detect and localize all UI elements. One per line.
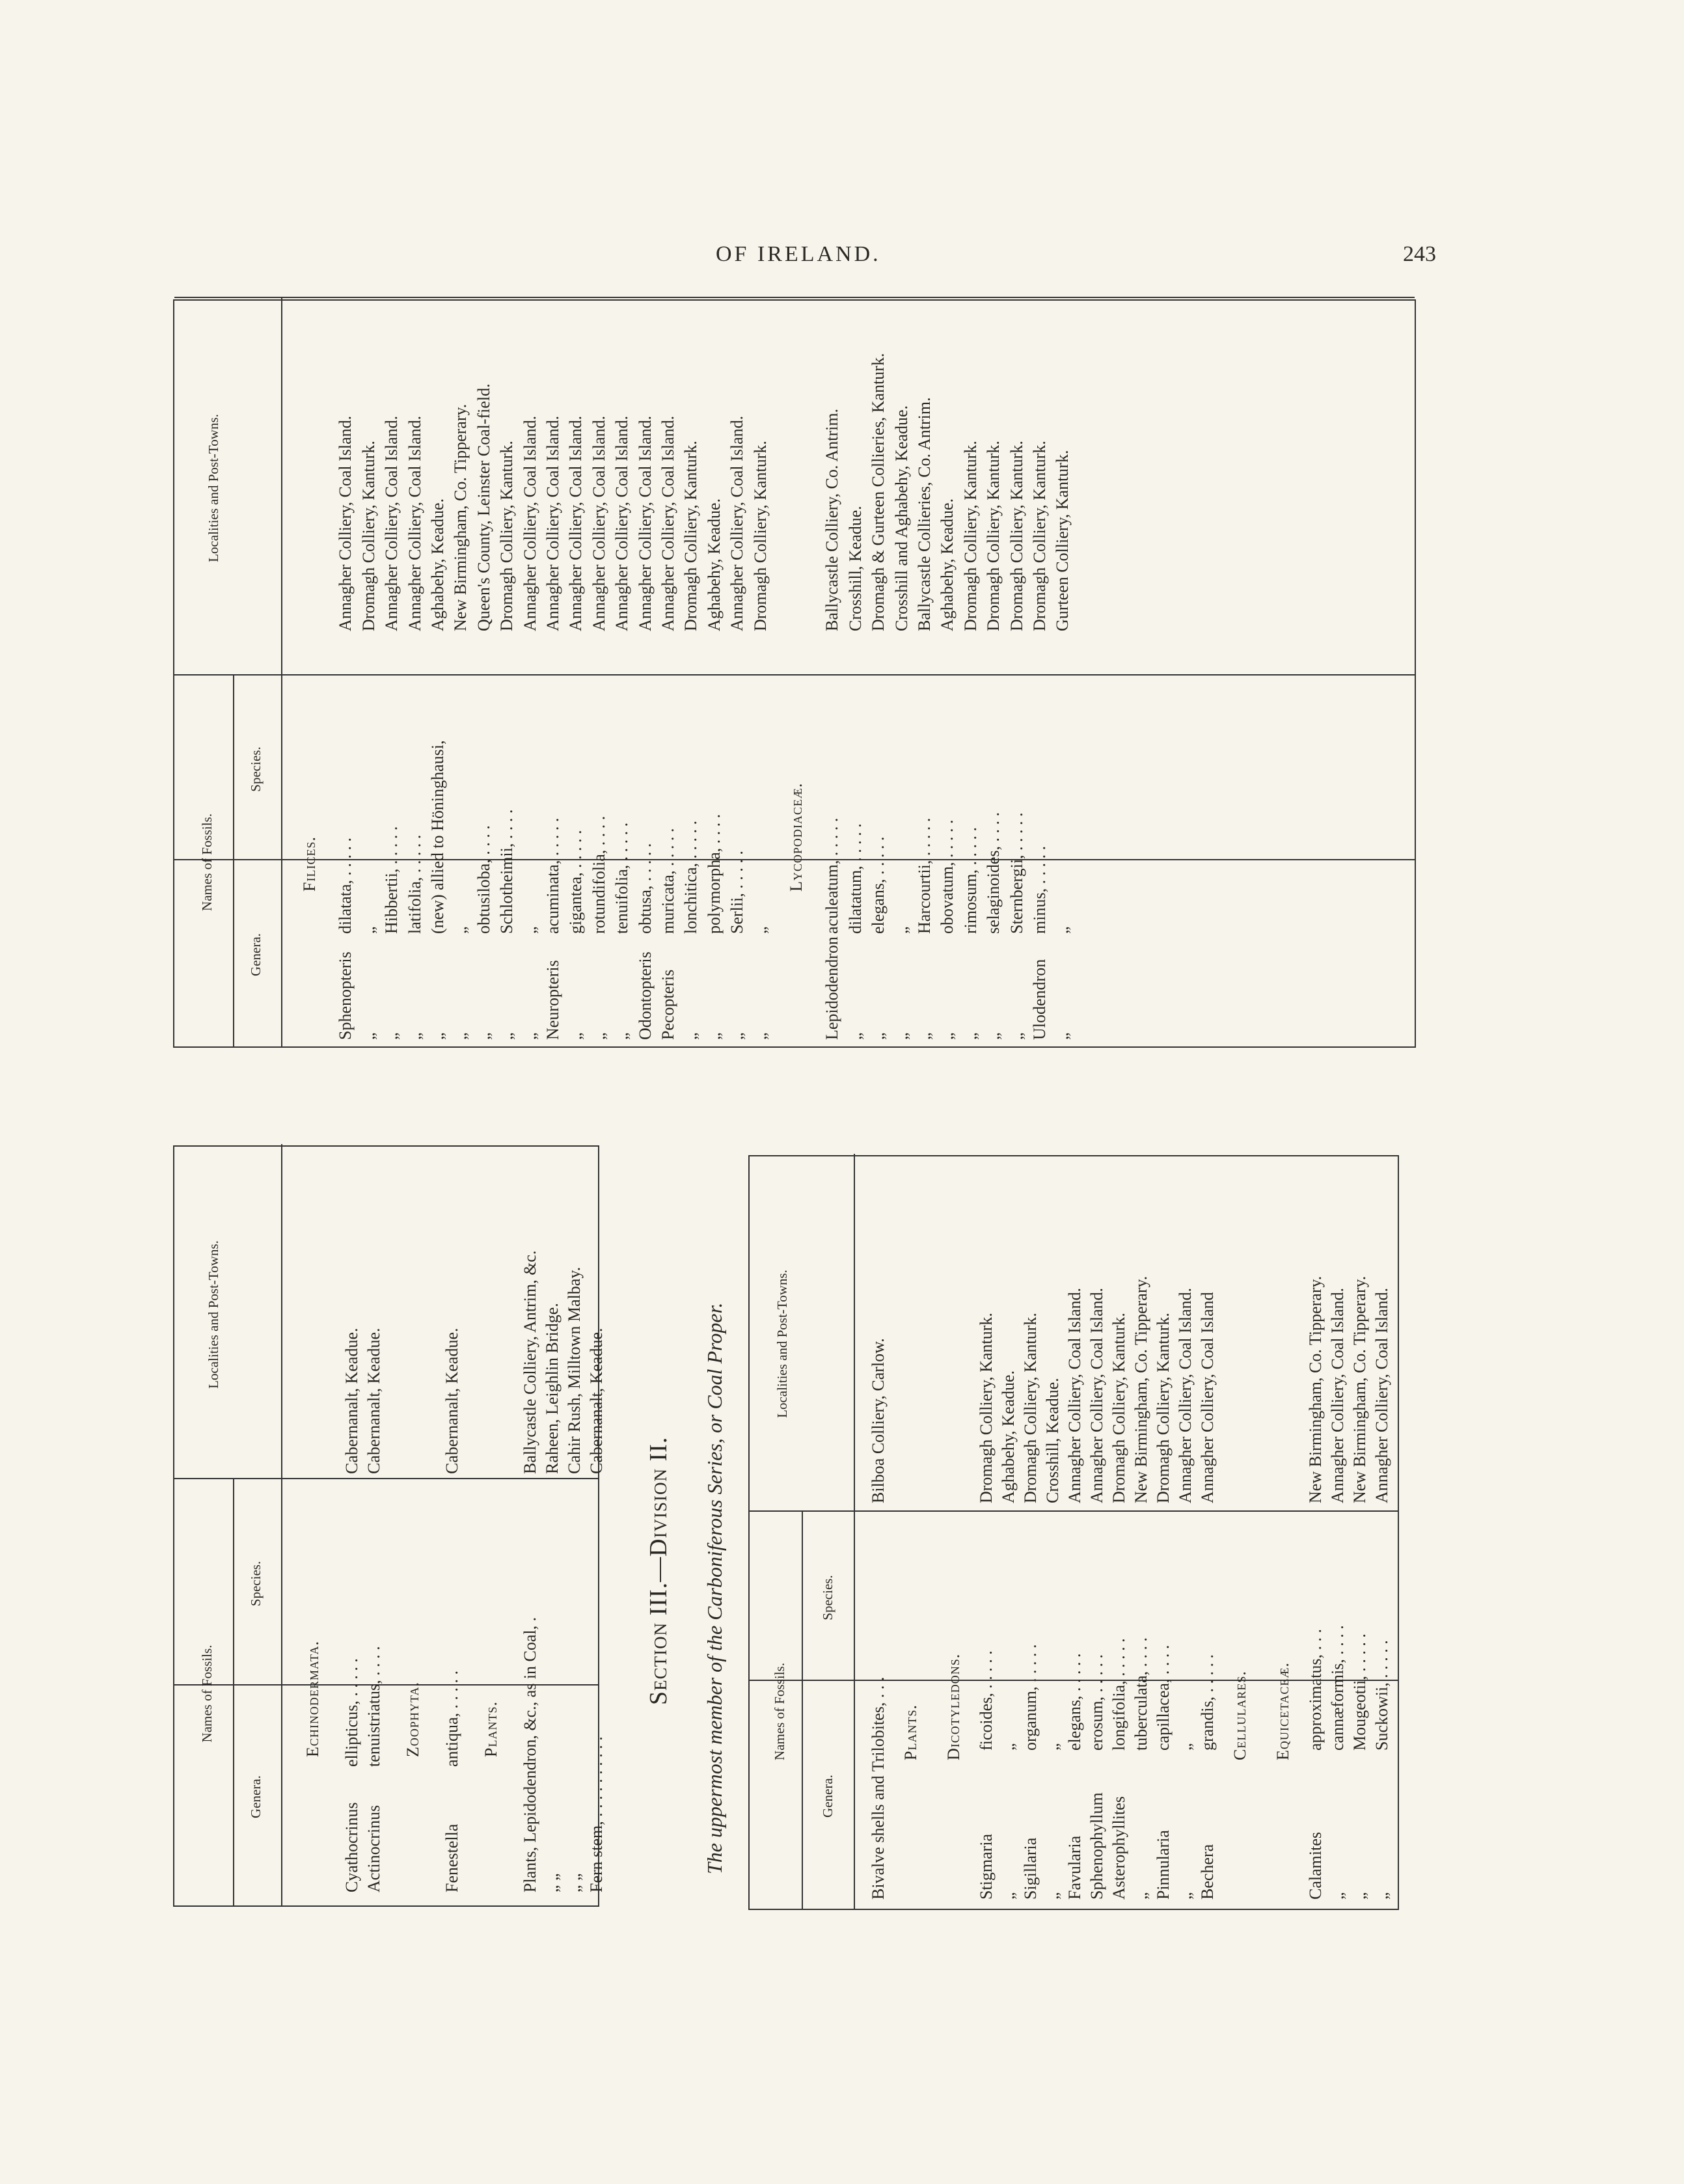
species-cell: grandis, . . . . . [1198, 1654, 1217, 1751]
genus-cell: „ [1372, 1892, 1391, 1900]
species-cell: aculeatum, . . . . . [822, 817, 842, 934]
locality-cell: Annagher Colliery, Coal Island. [336, 415, 355, 631]
locality-cell: Crosshill and Aghabehy, Keadue. [891, 405, 911, 631]
table-row [1372, 1158, 1392, 1900]
table-row [822, 311, 842, 1040]
genus-cell: Sigillaria [1021, 1837, 1040, 1900]
species-cell: Suckowii, . . . . . [1372, 1640, 1391, 1751]
locality-cell: Aghabehy, Keadue. [938, 498, 957, 631]
species-cell: ellipticus, . . . . . [342, 1658, 361, 1767]
locality-cell: Aghabehy, Keadue. [704, 498, 724, 631]
species-cell: rimosum, . . . . . [960, 827, 980, 934]
table-row [497, 311, 517, 1040]
group-heading: Filices. [300, 836, 319, 892]
locality-cell: Aghabehy, Keadue. [428, 498, 447, 631]
header-genera: Genera. [248, 933, 264, 976]
table-row [1328, 1158, 1348, 1900]
table-row [612, 311, 632, 1040]
genus-cell: Favularia [1065, 1835, 1084, 1900]
species-cell: elegans, . . . . . [1065, 1653, 1084, 1751]
locality-cell: Aghabehy, Keadue. [999, 1370, 1018, 1503]
species-cell: acuminata, . . . . . [543, 817, 562, 934]
table-row [751, 311, 770, 1040]
locality-cell: Annagher Colliery, Coal Island. [635, 415, 655, 631]
species-cell: „ [520, 926, 539, 934]
locality-cell: Dromagh Colliery, Kanturk. [1021, 1313, 1040, 1503]
table-row [636, 311, 655, 1040]
genus-cell: „ [869, 1032, 888, 1040]
table-row [543, 311, 563, 1040]
locality-cell: Dromagh Colliery, Kanturk. [1030, 441, 1049, 631]
genus-cell: „ [727, 1032, 747, 1040]
genus-cell: „ [891, 1032, 911, 1040]
locality-cell: Cabernanalt, Keadue. [364, 1328, 383, 1474]
locality-cell: Dromagh Colliery, Kanturk. [1007, 441, 1026, 631]
species-cell: longifolia, . . . . . [1109, 1638, 1128, 1751]
locality-cell: Raheen, Leighlin Bridge. [543, 1303, 562, 1474]
species-cell: minus, . . . . . [1030, 845, 1049, 934]
genus-cell: „ [1043, 1892, 1062, 1900]
species-cell: capillacea, . . . . [1154, 1645, 1173, 1751]
table-row [590, 311, 609, 1040]
genus-cell: „ [750, 1032, 770, 1040]
table-row [521, 1151, 540, 1892]
table-row [1043, 1158, 1063, 1900]
genus-cell: „ [497, 1032, 517, 1040]
page-number: 243 [1403, 242, 1436, 266]
table-row [1007, 311, 1027, 1040]
locality-cell: Annagher Colliery, Coal Island [1198, 1292, 1217, 1503]
left-header-names-of-fossils: Names of Fossils. [199, 1645, 215, 1743]
locality-cell: Annagher Colliery, Coal Island. [1087, 1287, 1106, 1503]
species-cell: tenuistriatus, . . . . [364, 1646, 383, 1767]
species-cell: „ [1043, 1743, 1062, 1751]
species-cell: ficoides, . . . . . [977, 1650, 996, 1751]
locality-cell: Annagher Colliery, Coal Island. [659, 415, 677, 631]
species-cell: Mougeotii, . . . . . [1350, 1633, 1369, 1751]
species-cell: „ „ [543, 1873, 562, 1892]
locality-cell: Dromagh Colliery, Kanturk. [984, 441, 1003, 631]
species-cell: „ [1176, 1743, 1195, 1751]
genus-cell: „ [474, 1032, 493, 1040]
table-row [587, 1151, 606, 1892]
genus-cell: Pecopteris [659, 969, 677, 1040]
locality-cell: Cahir Rush, Milltown Malbay. [565, 1266, 584, 1474]
table-row [451, 311, 470, 1040]
genus-cell: Cyathocrinus [342, 1802, 361, 1892]
table-row [543, 1151, 562, 1892]
table-row [364, 1151, 384, 1892]
locality-cell: Annagher Colliery, Coal Island. [727, 415, 747, 631]
table-row [342, 1151, 362, 1892]
locality-cell: Dromagh Colliery, Kanturk. [497, 441, 517, 631]
locality-cell: Cabernanalt, Keadue. [342, 1328, 361, 1474]
locality-cell: Ballycastle Collieries, Co. Antrim. [915, 397, 934, 631]
species-cell: latifolia, . . . . . [405, 834, 424, 934]
right-header-genera: Genera. [820, 1775, 835, 1818]
genus-cell: „ [566, 1032, 586, 1040]
species-cell: antiqua, . . . . . [442, 1670, 461, 1767]
locality-cell: Ballycastle Colliery, Antrim, &c. [521, 1250, 539, 1474]
group-heading: Dicotyledons. [944, 1653, 963, 1760]
table-row [474, 311, 494, 1040]
table-row [1065, 1158, 1085, 1900]
locality-cell: Dromagh Colliery, Kanturk. [681, 441, 701, 631]
locality-cell: Dromagh Colliery, Kanturk. [960, 441, 980, 631]
table-row [999, 1158, 1018, 1900]
table-row [566, 311, 586, 1040]
locality-cell: Annagher Colliery, Coal Island. [520, 415, 539, 631]
locality-cell: Dromagh Colliery, Kanturk. [359, 441, 378, 631]
table-row [1132, 1158, 1151, 1900]
right-header-species: Species. [820, 1575, 835, 1620]
table-row [442, 1151, 462, 1892]
genus-cell: „ [520, 1032, 539, 1040]
genus-cell: „ [589, 1032, 608, 1040]
table-row [1053, 311, 1072, 1040]
genus-cell: Odontopteris [635, 951, 655, 1040]
locality-cell: New Birmingham, Co. Tipperary. [1350, 1276, 1369, 1503]
header-names-of-fossils: Names of Fossils. [199, 813, 215, 911]
genus-cell: „ [1132, 1892, 1150, 1900]
genus-cell: Sphenophyllum [1087, 1792, 1106, 1900]
right-header-names-of-fossils: Names of Fossils. [772, 1663, 787, 1760]
species-cell: gigantea, . . . . . [566, 830, 586, 934]
table-row [405, 311, 425, 1040]
species-cell: rotundifolia, . . . . [589, 815, 608, 934]
group-heading: Echinodermata. [303, 1641, 322, 1757]
locality-cell: Annagher Colliery, Coal Island. [566, 415, 586, 631]
species-cell: selaginoides, . . . . [984, 812, 1003, 934]
table-row [869, 1158, 888, 1900]
table-row [382, 311, 401, 1040]
table-row [727, 311, 747, 1040]
genus-cell: „ [382, 1032, 401, 1040]
fossil-table-right [748, 1155, 1399, 1910]
table-row [1350, 1158, 1370, 1900]
table-row [984, 311, 1003, 1040]
species-cell: „ [750, 926, 770, 934]
locality-cell: New Birmingham, Co. Tipperary. [451, 403, 470, 631]
table-row [1154, 1158, 1173, 1900]
genus-cell: „ [1350, 1892, 1369, 1900]
species-cell: obtusa, . . . . . [635, 843, 655, 934]
left-header-localities: Localities and Post-Towns. [206, 1240, 221, 1389]
genus-cell: Sphenopteris [336, 951, 355, 1040]
locality-cell: Dromagh Colliery, Kanturk. [1109, 1313, 1128, 1503]
genus-cell: „ [704, 1032, 724, 1040]
species-cell: „ [891, 926, 911, 934]
genus-cell: Neuropteris [543, 960, 562, 1040]
species-cell: dilatatum, . . . . . [845, 823, 865, 934]
species-cell: Serlii, . . . . . [727, 851, 747, 934]
table-row [892, 311, 912, 1040]
species-cell: elegans, . . . . . [869, 836, 888, 934]
species-cell: obovatum, . . . . . [938, 819, 957, 934]
table-row [977, 1158, 996, 1900]
locality-cell: Annagher Colliery, Coal Island. [405, 415, 424, 631]
species-cell: approximatus, . . . [1306, 1628, 1325, 1751]
locality-cell: Dromagh Colliery, Kanturk. [977, 1313, 996, 1503]
right-header-localities: Localities and Post-Towns. [774, 1270, 790, 1418]
table-row [1176, 1158, 1195, 1900]
genus-cell: „ [451, 1032, 470, 1040]
genus-cell: „ [1007, 1032, 1026, 1040]
table-row [705, 311, 724, 1040]
section-subtitle: The uppermost member of the Carboniferous Series, or Coal Proper. [703, 1302, 726, 1874]
locality-cell: Crosshill, Keadue. [845, 506, 865, 631]
group-heading: Plants. [901, 1704, 920, 1760]
genus-cell: Pinnularia [1154, 1830, 1173, 1900]
genus-cell: „ [681, 1032, 701, 1040]
genus-cell: Actinocrinus [364, 1805, 383, 1892]
locality-cell: Ballycastle Colliery, Co. Antrim. [822, 408, 842, 631]
species-cell: „ [1053, 926, 1072, 934]
locality-cell: Queen's County, Leinster Coal-field. [474, 383, 493, 631]
species-cell: tenuifolia, . . . . . [612, 822, 632, 934]
genus-cell: „ [405, 1032, 424, 1040]
locality-cell: Annagher Colliery, Coal Island. [589, 415, 608, 631]
species-cell: Bivalve shells and Trilobites, . . . [869, 1676, 888, 1900]
locality-cell: Annagher Colliery, Coal Island. [612, 415, 632, 631]
locality-cell: Dromagh & Gurteen Collieries, Kanturk. [869, 353, 888, 631]
species-cell: Plants, Lepidodendron, &c., as in Coal, . [521, 1617, 539, 1892]
locality-cell: Gurteen Colliery, Kanturk. [1053, 450, 1072, 631]
genus-cell: „ [612, 1032, 632, 1040]
genus-cell: „ [845, 1032, 865, 1040]
table-row [681, 311, 701, 1040]
left-header-genera: Genera. [248, 1775, 264, 1818]
header-species: Species. [248, 746, 264, 792]
genus-cell: Ulodendron [1030, 959, 1049, 1040]
locality-cell: Bilboa Colliery, Carlow. [869, 1338, 888, 1503]
species-cell: lonchitica, . . . . . [681, 820, 701, 934]
group-heading: Equicetaceæ. [1273, 1662, 1292, 1760]
species-cell: organum, . . . . . [1021, 1644, 1040, 1751]
header-localities: Localities and Post-Towns. [206, 414, 221, 562]
locality-cell: Annagher Colliery, Coal Island. [543, 415, 562, 631]
table-row [961, 311, 981, 1040]
species-cell: polymorpha, . . . . [704, 813, 724, 934]
table-row [659, 311, 678, 1040]
species-cell: Schlotheimii, . . . . [497, 809, 517, 934]
group-heading: Plants. [482, 1701, 500, 1757]
genus-cell: „ [915, 1032, 934, 1040]
species-cell: Harcourtii, . . . . . [915, 817, 934, 934]
genus-cell: „ [1053, 1032, 1072, 1040]
table-row [359, 311, 379, 1040]
fossil-table-left [173, 1145, 606, 1907]
table-row [521, 311, 540, 1040]
locality-cell: Crosshill, Keadue. [1043, 1378, 1062, 1503]
genus-cell: Stigmaria [977, 1833, 996, 1900]
locality-cell: Annagher Colliery, Coal Island. [1065, 1287, 1084, 1503]
genus-cell: Fenestella [442, 1823, 461, 1892]
species-cell: Sternbergii, . . . . . [1007, 812, 1026, 934]
genus-cell: „ [1328, 1892, 1347, 1900]
table-row [846, 311, 865, 1040]
species-cell: erosum, . . . . . [1087, 1654, 1106, 1751]
genus-cell: „ [984, 1032, 1003, 1040]
locality-cell: Annagher Colliery, Coal Island. [1372, 1287, 1391, 1503]
genus-cell: Bechera [1198, 1844, 1217, 1900]
species-cell: „ [451, 926, 470, 934]
genus-cell: „ [1176, 1892, 1195, 1900]
section-title: Section III.—Division II. [645, 1436, 672, 1705]
group-heading: Zoophyta. [403, 1682, 422, 1757]
locality-cell: Annagher Colliery, Coal Island. [1176, 1287, 1195, 1503]
species-cell: „ „ [565, 1873, 584, 1892]
species-cell: (new) allied to Höninghausi, [428, 740, 447, 934]
table-row [938, 311, 957, 1040]
species-cell: tuberculata, . . . . [1132, 1637, 1150, 1751]
locality-cell: Dromagh Colliery, Kanturk. [1154, 1313, 1173, 1503]
locality-cell: Annagher Colliery, Coal Island. [382, 415, 401, 631]
genus-cell: „ [359, 1032, 378, 1040]
table-row [1087, 1158, 1107, 1900]
species-cell: Fern stem, . . . . . . . . . . [587, 1736, 606, 1892]
genus-cell: „ [938, 1032, 957, 1040]
table-row [1198, 1158, 1217, 1900]
table-row [1306, 1158, 1325, 1900]
left-header-species: Species. [248, 1561, 264, 1607]
genus-cell: Lepidodendron [822, 936, 842, 1040]
table-row [1030, 311, 1050, 1040]
species-cell: „ [359, 926, 378, 934]
genus-cell: Asterophyllites [1109, 1796, 1128, 1900]
table-row [915, 311, 934, 1040]
locality-cell: New Birmingham, Co. Tipperary. [1132, 1276, 1150, 1503]
table-row [1109, 1158, 1129, 1900]
locality-cell: Cabernanalt, Keadue. [587, 1328, 606, 1474]
species-cell: cannæformis, . . . . [1328, 1625, 1347, 1751]
table-row [565, 1151, 584, 1892]
table-row [336, 311, 355, 1040]
genus-cell: „ [428, 1032, 447, 1040]
species-cell: „ [999, 1743, 1018, 1751]
species-cell: Hibbertii, . . . . . [382, 826, 401, 934]
locality-cell: New Birmingham, Co. Tipperary. [1306, 1276, 1325, 1503]
locality-cell: Cabernanalt, Keadue. [442, 1328, 461, 1474]
table-row [1021, 1158, 1040, 1900]
running-header [0, 242, 1684, 281]
table-row [869, 311, 888, 1040]
locality-cell: Dromagh Colliery, Kanturk. [750, 441, 770, 631]
group-heading: Lycopodiaceæ. [787, 782, 806, 892]
species-cell: dilatata, . . . . . [336, 837, 355, 934]
group-heading: Cellulares. [1230, 1671, 1249, 1760]
species-cell: muricata, . . . . . [659, 828, 677, 934]
species-cell: obtusiloba, . . . . [474, 825, 493, 934]
genus-cell: Calamites [1306, 1832, 1325, 1900]
genus-cell: „ [960, 1032, 980, 1040]
genus-cell: „ [999, 1892, 1018, 1900]
locality-cell: Annagher Colliery, Coal Island. [1328, 1287, 1347, 1503]
running-title: OF IRELAND. [716, 242, 881, 266]
fossil-table-top [173, 299, 1416, 1048]
table-row [428, 311, 448, 1040]
